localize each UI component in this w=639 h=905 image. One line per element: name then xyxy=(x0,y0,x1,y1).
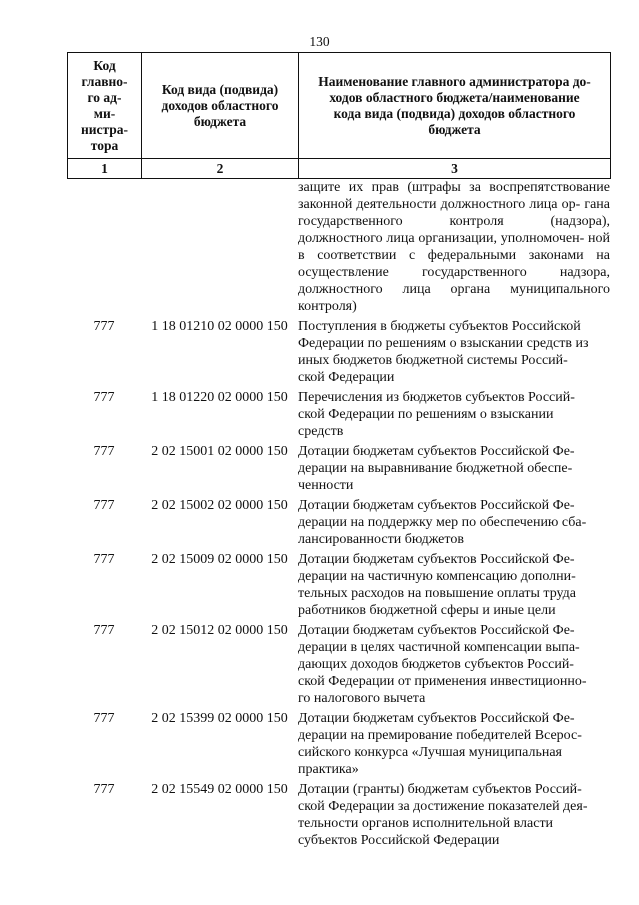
income-name: Дотации бюджетам субъектов Российской Фе- дерации на частичную компенсацию дополни- тельных расходов на повышение оплаты труда работников бюджетной сферы и иные цели xyxy=(298,552,576,618)
income-name: Дотации (гранты) бюджетам субъектов Россий- ской Федерации за достижение показателей дея- тельности органов исполнительной власти субъектов Российской Федерации xyxy=(298,782,588,848)
income-code: 1 18 01220 02 0000 150 xyxy=(151,390,288,405)
table-body xyxy=(67,179,610,852)
table-row xyxy=(67,622,610,707)
income-code: 2 02 15012 02 0000 150 xyxy=(151,623,288,638)
header-admin-code: Код главно- го ад- ми- нистра- тора xyxy=(68,53,142,159)
table-row xyxy=(67,497,610,548)
income-code: 2 02 15001 02 0000 150 xyxy=(151,444,288,459)
income-code: 2 02 15549 02 0000 150 xyxy=(151,782,288,797)
income-code: 1 18 01210 02 0000 150 xyxy=(151,319,288,334)
income-name: Дотации бюджетам субъектов Российской Фе- дерации на поддержку мер по обеспечению сба- лансированности бюджетов xyxy=(298,498,587,547)
admin-code: 777 xyxy=(93,711,115,726)
header-number-2: 2 xyxy=(142,159,299,179)
income-name: Дотации бюджетам субъектов Российской Фе- дерации в целях частичной компенсации выпа- дающих доходов бюджетов субъектов Россий- ской Федерации от применения инвестиционно- го налогового вычета xyxy=(298,623,587,706)
page-number: 130 xyxy=(309,34,330,49)
admin-code: 777 xyxy=(93,390,115,405)
income-code: 2 02 15002 02 0000 150 xyxy=(151,498,288,513)
income-code: 2 02 15399 02 0000 150 xyxy=(151,711,288,726)
admin-code: 777 xyxy=(93,319,115,334)
table-row xyxy=(67,710,610,778)
admin-code: 777 xyxy=(93,623,115,638)
income-code: 2 02 15009 02 0000 150 xyxy=(151,552,288,567)
header-number-3: 3 xyxy=(299,159,611,179)
header-name: Наименование главного администратора до- ходов областного бюджета/наименование кода вида (подвида) доходов областного бюджета xyxy=(299,53,611,159)
admin-code: 777 xyxy=(93,552,115,567)
income-name: Дотации бюджетам субъектов Российской Фе- дерации на премирование победителей Всерос- сийского конкурса «Лучшая муниципальная практика» xyxy=(298,711,582,777)
income-name: Поступления в бюджеты субъектов Российской Федерации по решениям о взыскании средств из иных бюджетов бюджетной системы Россий- ской Федерации xyxy=(298,319,589,385)
income-name: Дотации бюджетам субъектов Российской Фе- дерации на выравнивание бюджетной обеспе- ченности xyxy=(298,444,575,493)
continuation-text: защите их прав (штрафы за воспрепятствование законной деятельности должностного лица ор- гана государственного контроля (надзора), должностного лица организации, уполномочен- ной в соответствии с федеральными законами на осуществление государственного надзора, должностного лица органа муниципального контроля) xyxy=(298,180,611,314)
table-row xyxy=(67,389,610,440)
table-row xyxy=(67,318,610,386)
admin-code: 777 xyxy=(93,444,115,459)
table-row xyxy=(67,781,610,849)
table-row xyxy=(67,443,610,494)
income-name: Перечисления из бюджетов субъектов Россий- ской Федерации по решениям о взыскании средств xyxy=(298,390,575,439)
admin-code: 777 xyxy=(93,498,115,513)
table-header xyxy=(67,52,611,179)
table-row xyxy=(67,551,610,619)
header-number-1: 1 xyxy=(68,159,142,179)
header-income-code: Код вида (подвида) доходов областного бюджета xyxy=(142,53,299,159)
admin-code: 777 xyxy=(93,782,115,797)
